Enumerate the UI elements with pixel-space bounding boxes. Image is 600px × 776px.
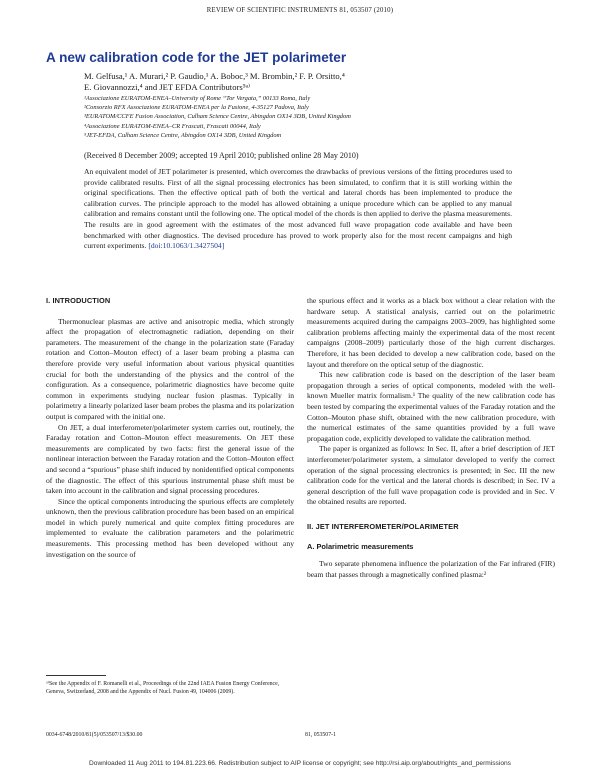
affiliation: ²Consorzio RFX Associazione EURATOM-ENEA per la Fusione, 4-35127 Padova, Italy — [84, 104, 309, 112]
received-dates: (Received 8 December 2009; accepted 19 April 2010; published online 28 May 2010) — [84, 151, 359, 160]
running-head: REVIEW OF SCIENTIFIC INSTRUMENTS 81, 053507 (2010) — [206, 7, 394, 14]
page-number: 81, 053507-1 — [305, 732, 336, 738]
affiliation: ³EURATOM/CCFE Fusion Association, Culham Science Centre, Abingdon OX14 3DB, United Kingdom — [84, 113, 351, 121]
paragraph: The paper is organized as follows: In Sec. II, after a brief description of JET interferometer/polarimeter system, a simulator developed to verify the correct operation of the signal processing electronics is presented; in Sec. III the new calibration code for the vertical and the lateral chords is described; in Sec. IV a general description of the full wave propagation code is provided and in Sec. V the obtained results are reported. — [307, 444, 555, 507]
author-list — [84, 71, 524, 92]
left-column — [46, 296, 294, 560]
right-column — [307, 296, 555, 580]
affiliation: ¹Associazione EURATOM-ENEA–University of Rome “Tor Vergata,” 00133 Roma, Italy — [84, 95, 311, 102]
paragraph: On JET, a dual interferometer/polarimeter system carries out, routinely, the Faraday rotation and Cotton–Mouton effect measurements. On JET these measurements are complicated by two facts: first the general issue of the nonlinear interaction between the Faraday rotation and the Cotton–Mouton effect and second a “spurious” phase shift induced by nonidentified optical components of the diagnostic. The effect of this spurious instrumental phase shift must be taken into account in the calibration and signal processing procedures. — [46, 422, 294, 496]
download-notice: Downloaded 11 Aug 2011 to 194.81.223.66. Redistribution subject to AIP license or copyright; see http://rsi.aip.org/about/rights_and_permissions — [89, 760, 511, 767]
footnote: ᵃ⁾See the Appendix of F. Romanelli et al., Proceedings of the 22nd IAEA Fusion Energy Conference, Geneva, Switzerland, 2008 and the Appendix of Nucl. Fusion 49, 104006 (2009). — [46, 681, 280, 695]
issn-line: 0034-6748/2010/81(5)/053507/13/$30.00 — [46, 732, 143, 738]
paragraph: Thermonuclear plasmas are active and anisotropic media, which strongly affect the propagation of electromagnetic radiation, depending on their parameters. The measurement of the change in the polarization state (Faraday rotation and Cotton–Mouton effect) of a laser beam probing a plasma can therefore provide very useful information about various physical quantities crucial for both the understanding of the physics and the control of the configuration. As a consequence, polarimetric diagnostics have become quite common in experiments studying nuclear fusion plasmas. Typically in polarimetry a linearly polarized laser beam probes the plasma and its polarization output is compared with the initial one. — [46, 316, 294, 421]
doi-link[interactable]: [doi:10.1063/1.3427504] — [148, 241, 225, 251]
section-heading-polarimeter: II. JET INTERFEROMETER/POLARIMETER — [307, 521, 459, 531]
paragraph: Since the optical components introducing the spurious effects are completely unknown, then the previous calibration procedure has been based on an empirical model in which purely numerical and quite complex fitting procedures are implemented to evaluate the calibration parameters and the polarimetric measurements. This processing method has been developed without any investigation on the source of — [46, 496, 294, 559]
paragraph: This new calibration code is based on the description of the laser beam propagation through a series of optical components, modeled with the well-known Mueller matrix formalism.¹ The quality of the new calibration code has been tested by comparing the experimental values of the Faraday rotation and the Cotton–Mouton phase shift, obtained with the new calibration procedure, with the numerical estimates of the same quantities provided by a full wave propagation code, explicitly developed to validate the calibration method. — [307, 370, 555, 443]
footnote-rule — [46, 675, 106, 676]
author-line: E. Giovannozzi,⁴ and JET EFDA Contributors⁵ᵃ⁾ — [84, 81, 251, 92]
affiliation: ⁵JET-EFDA, Culham Science Centre, Abingdon OX14 3DB, United Kingdom — [84, 131, 282, 139]
paragraph: the spurious effect and it works as a black box without a clear relation with the hardware setup. A statistical analysis, carried out on the polarimetric measurements acquired during the campaigns 2003–2009, has highlighted some calibration problems affecting mainly the experimental data of the most recent campaigns (2008–2009) particularly those of the high current discharges. Therefore, it has been decided to develop a new calibration code, based on the layout and therefore on the optical setup of the diagnostic. — [307, 296, 555, 369]
abstract-text: An equivalent model of JET polarimeter is presented, which overcomes the drawbacks of previous versions of the fitting procedures used to provide calibrated results. First of all the signal processing electronics has been simulated, to confirm that it is still working within the original specifications. Then the effective optical path of both the vertical and lateral chords has been implemented to produce the calibration curves. The principle approach to the model has allowed obtaining a unique procedure which can be applied to any manual calibration and remains constant until the following one. The optical model of the chords is then applied to derive the plasma measurements. The results are in good agreement with the estimates of the most advanced full wave propagation code available and have been benchmarked with other diagnostics. The devised procedure has proved to work properly also for the most recent campaigns and high current experiments. — [84, 167, 512, 251]
paper-title: A new calibration code for the JET polarimeter — [46, 50, 347, 65]
subsection-heading: A. Polarimetric measurements — [307, 542, 414, 552]
abstract — [84, 167, 512, 252]
affiliation-list — [84, 94, 524, 140]
author-line: M. Gelfusa,¹ A. Murari,² P. Gaudio,¹ A. Boboc,³ M. Brombin,² F. P. Orsitto,⁴ — [84, 71, 345, 81]
paragraph: Two separate phenomena influence the polarization of the Far infrared (FIR) beam that passes through a magnetically confined plasma:² — [307, 559, 555, 579]
affiliation: ⁴Associazione EURATOM-ENEA–CR Frascati, Frascati 00044, Italy — [84, 122, 261, 130]
section-heading-introduction: I. INTRODUCTION — [46, 296, 111, 305]
